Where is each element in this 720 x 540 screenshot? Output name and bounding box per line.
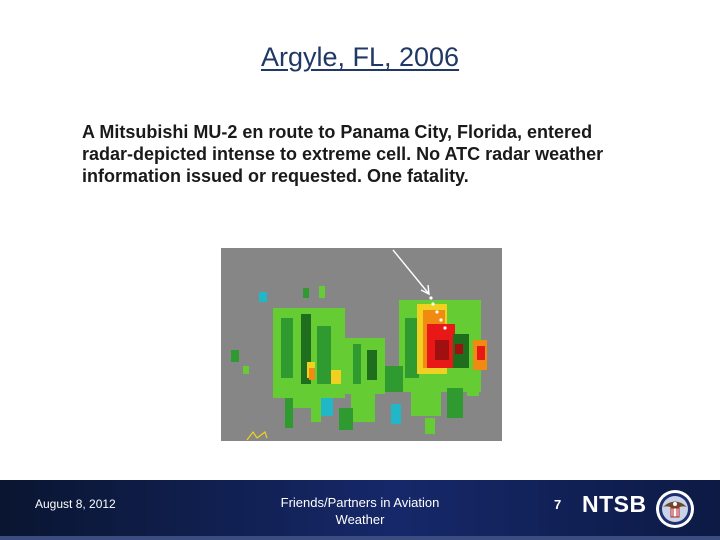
page-number: 7	[554, 497, 562, 512]
footer-bar	[0, 480, 720, 540]
footer-title-line2: Weather	[335, 511, 385, 527]
footer-title	[263, 495, 457, 529]
radar-image	[221, 248, 502, 441]
footer-strip	[0, 536, 720, 540]
footer-title-line1: Friends/Partners in Aviation	[280, 495, 440, 510]
slide-title: Argyle, FL, 2006	[260, 42, 460, 72]
ntsb-seal-icon	[654, 488, 696, 535]
ntsb-logo-text: NTSB	[582, 491, 647, 517]
slide-body-text: A Mitsubishi MU-2 en route to Panama City, Florida, entered radar-depicted intense to extreme cell. No ATC radar weather information issued or requested. One fatality.	[82, 122, 604, 186]
footer-date: August 8, 2012	[35, 497, 116, 511]
